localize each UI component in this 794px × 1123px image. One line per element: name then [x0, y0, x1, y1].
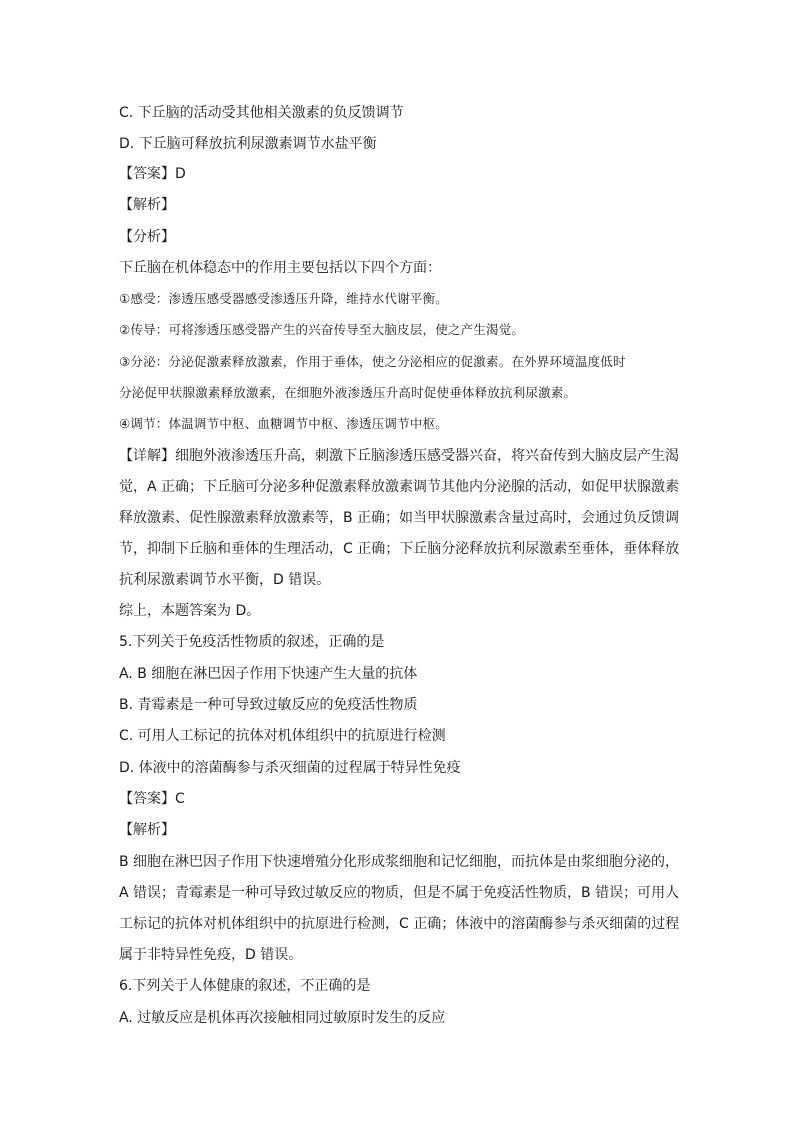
q5-option-a: A. B 细胞在淋巴因子作用下快速产生大量的抗体 [119, 666, 418, 682]
q5-explanation-line-4: 属于非特异性免疫，D 错误。 [119, 947, 303, 963]
analysis-point-2: ②传导：可将渗透压感受器产生的兴奋传导至大脑皮层，使之产生渴觉。 [119, 322, 525, 337]
option-d-line: D. 下丘脑可释放抗利尿激素调节水盐平衡 [119, 136, 377, 152]
summary-line: 综上，本题答案为 D。 [119, 603, 261, 619]
analysis-heading: 【分析】 [119, 229, 175, 245]
analysis-point-3: ③分泌：分泌促激素释放激素，作用于垂体，使之分泌相应的促激素。在外界环境温度低时 [119, 354, 626, 369]
answer-line: 【答案】D [119, 166, 186, 182]
q6-option-a: A. 过敏反应是机体再次接触相同过敏原时发生的反应 [119, 1010, 446, 1026]
detail-line-1: 【详解】细胞外液渗透压升高，刺激下丘脑渗透压感受器兴奋，将兴奋传到大脑皮层产生渴 [119, 448, 679, 464]
option-c-line: C. 下丘脑的活动受其他相关激素的负反馈调节 [119, 105, 404, 121]
question-6-line: 6.下列关于人体健康的叙述，不正确的是 [119, 978, 371, 994]
analysis-intro-line: 下丘脑在机体稳态中的作用主要包括以下四个方面： [119, 260, 441, 276]
q5-option-b: B. 青霉素是一种可导致过敏反应的免疫活性物质 [119, 697, 418, 713]
explanation-heading: 【解析】 [119, 197, 175, 213]
q5-explanation-heading: 【解析】 [119, 822, 175, 838]
q5-option-d: D. 体液中的溶菌酶参与杀灭细菌的过程属于特异性免疫 [119, 760, 461, 776]
q5-explanation-line-2: A 错误；青霉素是一种可导致过敏反应的物质，但是不属于免疫活性物质，B 错误；可用人 [119, 885, 680, 901]
question-5-line: 5.下列关于免疫活性物质的叙述，正确的是 [119, 634, 385, 650]
analysis-point-1: ①感受：渗透压感受器感受渗透压升降，维持水代谢平衡。 [119, 291, 448, 306]
analysis-point-4: ④调节：体温调节中枢、血糖调节中枢、渗透压调节中枢。 [119, 416, 448, 431]
detail-line-2: 觉，A 正确；下丘脑可分泌多种促激素释放激素调节其他内分泌腺的活动，如促甲状腺激素 [119, 479, 680, 495]
q5-option-c: C. 可用人工标记的抗体对机体组织中的抗原进行检测 [119, 728, 446, 744]
detail-line-4: 节，抑制下丘脑和垂体的生理活动，C 正确；下丘脑分泌释放抗利尿激素至垂体，垂体释放 [119, 541, 680, 557]
q5-explanation-line-1: B 细胞在淋巴因子作用下快速增殖分化形成浆细胞和记忆细胞，而抗体是由浆细胞分泌的， [119, 854, 680, 870]
detail-line-5: 抗利尿激素调节水平衡，D 错误。 [119, 572, 331, 588]
q5-answer-line: 【答案】C [119, 791, 185, 807]
analysis-point-3-cont: 分泌促甲状腺激素释放激素，在细胞外液渗透压升高时促使垂体释放抗利尿激素。 [119, 385, 577, 400]
detail-line-3: 释放激素、促性腺激素释放激素等，B 正确；如当甲状腺激素含量过高时，会通过负反馈调 [119, 510, 680, 526]
q5-explanation-line-3: 工标记的抗体对机体组织中的抗原进行检测，C 正确；体液中的溶菌酶参与杀灭细菌的过程 [119, 916, 680, 932]
